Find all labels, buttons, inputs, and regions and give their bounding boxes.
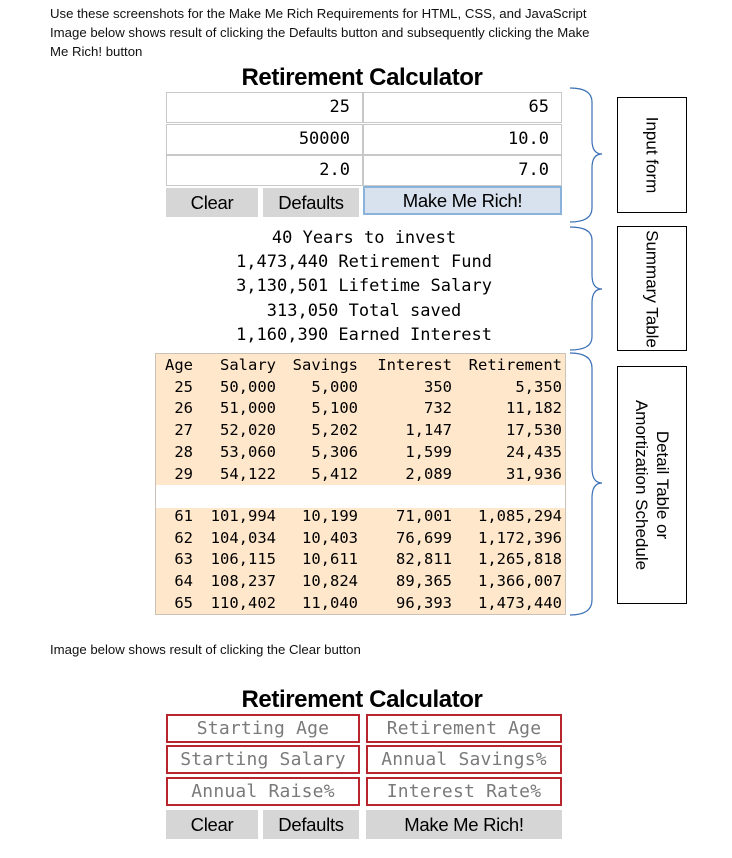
summary-lifetime-salary: 3,130,501 Lifetime Salary bbox=[236, 276, 492, 297]
table-cell: 61 bbox=[174, 507, 193, 525]
table-cell: 54,122 bbox=[220, 464, 276, 483]
table-cell: 1,473,440 bbox=[478, 593, 562, 612]
table-cell: Savings bbox=[292, 356, 358, 374]
intro-line-3: Me Rich! button bbox=[50, 44, 143, 59]
table-cell: 11,182 bbox=[506, 399, 562, 418]
table-cell: 24,435 bbox=[506, 442, 562, 461]
table-cell: 1,366,007 bbox=[478, 572, 562, 591]
table-cell: Age bbox=[165, 356, 193, 374]
table-cell: Salary bbox=[220, 356, 276, 374]
retirement-age-input[interactable]: 65 bbox=[363, 92, 562, 123]
detail-bracket bbox=[570, 353, 602, 615]
annual-raise-input-empty[interactable]: Annual Raise% bbox=[166, 777, 360, 806]
table-cell: 5,412 bbox=[311, 464, 358, 483]
make-me-rich-button-2[interactable]: Make Me Rich! bbox=[366, 810, 562, 839]
clear-button-2[interactable]: Clear bbox=[166, 810, 258, 839]
defaults-button-2[interactable]: Defaults bbox=[263, 810, 359, 839]
clear-button[interactable]: Clear bbox=[166, 188, 258, 217]
table-cell: 53,060 bbox=[220, 442, 276, 461]
table-cell: 65 bbox=[174, 593, 193, 612]
table-cell: 27 bbox=[174, 421, 193, 440]
make-me-rich-button[interactable]: Make Me Rich! bbox=[363, 186, 562, 215]
annual-savings-input-empty[interactable]: Annual Savings% bbox=[366, 745, 562, 774]
table-cell: 76,699 bbox=[396, 528, 452, 547]
table-cell: 2,089 bbox=[405, 464, 452, 483]
interest-rate-input-empty[interactable]: Interest Rate% bbox=[366, 777, 562, 806]
annual-raise-input[interactable]: 2.0 bbox=[166, 155, 363, 186]
table-cell: 5,350 bbox=[515, 377, 562, 396]
summary-table-label: Summary Table bbox=[642, 229, 662, 348]
summary-years: 40 Years to invest bbox=[271, 228, 457, 248]
clear-caption: Image below shows result of clicking the Clear button bbox=[50, 642, 361, 657]
calculator-title-cleared: Retirement Calculator bbox=[241, 686, 483, 713]
table-cell: 50,000 bbox=[220, 377, 276, 396]
summary-bracket bbox=[570, 227, 602, 350]
table-cell: 104,034 bbox=[210, 528, 276, 547]
table-cell: 1,147 bbox=[405, 421, 452, 440]
table-cell: 28 bbox=[174, 442, 193, 461]
table-cell: 110,402 bbox=[210, 593, 276, 612]
input-form-label: Input form bbox=[642, 116, 662, 194]
table-cell: 51,000 bbox=[220, 399, 276, 418]
interest-rate-input[interactable]: 7.0 bbox=[363, 155, 562, 186]
table-cell: 52,020 bbox=[220, 421, 276, 440]
starting-age-input-empty[interactable]: Starting Age bbox=[166, 714, 360, 743]
table-cell: 62 bbox=[174, 528, 193, 547]
starting-age-input[interactable]: 25 bbox=[166, 92, 363, 123]
detail-label-line-2: Amortization Schedule bbox=[632, 399, 651, 571]
table-cell: 108,237 bbox=[210, 572, 276, 591]
table-cell: 10,199 bbox=[302, 507, 358, 525]
table-cell: 25 bbox=[174, 377, 193, 396]
table-cell: Interest bbox=[377, 356, 452, 374]
input-form-annotation bbox=[617, 97, 687, 213]
table-cell: 71,001 bbox=[396, 507, 452, 525]
table-cell: 82,811 bbox=[396, 550, 452, 569]
summary-earned-interest: 1,160,390 Earned Interest bbox=[236, 324, 492, 345]
annual-savings-input[interactable]: 10.0 bbox=[363, 124, 562, 155]
table-cell: 10,824 bbox=[302, 572, 358, 591]
input-form-bracket bbox=[570, 88, 602, 222]
table-cell: 10,403 bbox=[302, 528, 358, 547]
table-cell: 5,202 bbox=[311, 421, 358, 440]
summary-annotation bbox=[617, 226, 687, 351]
table-cell: 26 bbox=[174, 399, 193, 418]
table-cell: 5,100 bbox=[311, 399, 358, 418]
table-cell: 63 bbox=[174, 550, 193, 569]
table-cell: 1,599 bbox=[405, 442, 452, 461]
table-cell: 96,393 bbox=[396, 593, 452, 612]
table-cell: 1,172,396 bbox=[478, 528, 562, 547]
intro-line-1: Use these screenshots for the Make Me Rich Requirements for HTML, CSS, and JavaScript bbox=[50, 6, 587, 21]
intro-line-2: Image below shows result of clicking the Defaults button and subsequently clicking the Make bbox=[50, 25, 590, 40]
retirement-age-input-empty[interactable]: Retirement Age bbox=[366, 714, 562, 743]
table-cell: 5,306 bbox=[311, 442, 358, 461]
summary-retirement-fund: 1,473,440 Retirement Fund bbox=[236, 252, 492, 273]
table-cell: 350 bbox=[424, 377, 452, 396]
table-cell: 1,085,294 bbox=[478, 507, 562, 525]
table-cell: 11,040 bbox=[302, 593, 358, 612]
table-cell: 10,611 bbox=[302, 550, 358, 569]
detail-annotation bbox=[617, 366, 687, 604]
table-cell: 29 bbox=[174, 464, 193, 483]
detail-label-line-1: Detail Table or bbox=[653, 430, 672, 540]
table-cell: 1,265,818 bbox=[478, 550, 562, 569]
defaults-button[interactable]: Defaults bbox=[263, 188, 359, 217]
table-cell: 732 bbox=[424, 399, 452, 418]
table-cell: 31,936 bbox=[506, 464, 562, 483]
detail-label bbox=[631, 400, 673, 570]
summary-total-saved: 313,050 Total saved bbox=[266, 300, 462, 321]
table-cell: 106,115 bbox=[210, 550, 276, 569]
starting-salary-input[interactable]: 50000 bbox=[166, 124, 363, 155]
table-cell: 89,365 bbox=[396, 572, 452, 591]
starting-salary-input-empty[interactable]: Starting Salary bbox=[166, 745, 360, 774]
table-cell: 64 bbox=[174, 572, 193, 591]
table-cell: 5,000 bbox=[311, 377, 358, 396]
table-cell: 101,994 bbox=[210, 507, 276, 525]
table-cell: Retirement bbox=[468, 356, 562, 374]
calculator-title: Retirement Calculator bbox=[241, 64, 483, 91]
table-cell: 17,530 bbox=[506, 421, 562, 440]
